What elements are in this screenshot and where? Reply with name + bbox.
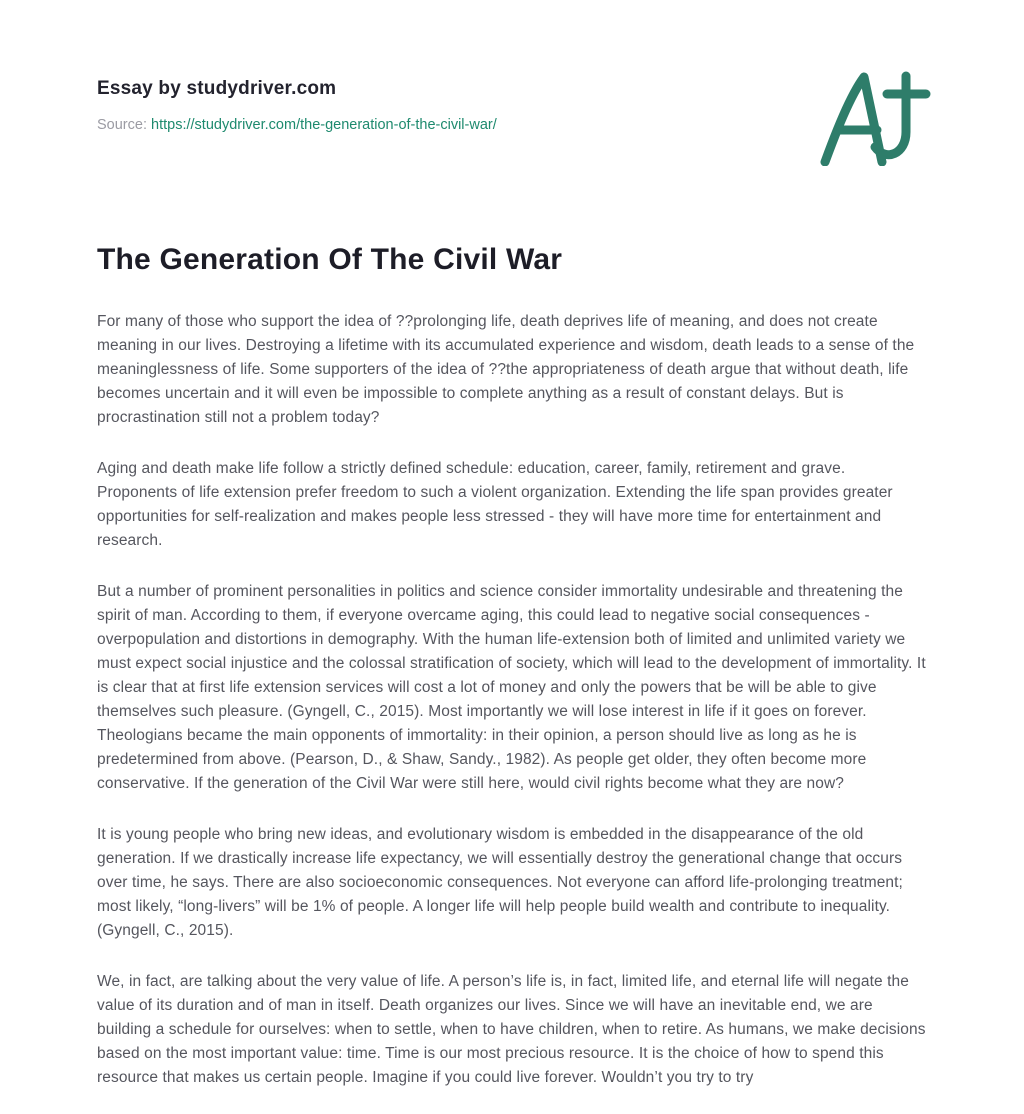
article-paragraph: We, in fact, are talking about the very value of life. A person’s life is, in fact, limited life, and eternal life will negate the value of its duration and of man in itself. Death organizes our lives. Since we will have an inevitable end, we are building a schedule for ourselves: when to settle, when to have children, when to retire. As humans, we make decisions based on the most important value: time. Time is our most precious resource. It is the choice of how to spend this resource that makes us certain people. Imagine if you could live forever. Wouldn’t you try to try — [97, 973, 926, 1086]
source-line — [97, 117, 928, 133]
article-paragraph: It is young people who bring new ideas, and evolutionary wisdom is embedded in the disappearance of the old generation. If we drastically increase life expectancy, we will essentially destroy the generational change that occurs over time, he says. There are also socioeconomic consequences. Not everyone can afford life-prolonging treatment; most likely, “long-livers” will be 1% of people. A longer life will help people build wealth and contribute to inequality. (Gyngell, C., 2015). — [97, 826, 903, 939]
article-paragraph: For many of those who support the idea of ??prolonging life, death deprives life of meaning, and does not create meaning in our lives. Destroying a lifetime with its accumulated experience and wisdom, death leads to a sense of the meaninglessness of life. Some supporters of the idea of ??the appropriateness of death argue that without death, life becomes uncertain and it will even be impossible to complete anything as a result of constant delays. But is procrastination still not a problem today? — [97, 313, 915, 426]
article-paragraph: Aging and death make life follow a strictly defined schedule: education, career, family, retirement and grave. Proponents of life extension prefer freedom to such a violent organization. Extending the life span provides greater opportunities for self-realization and makes people less stressed - they will have more time for entertainment and research. — [97, 460, 893, 549]
article-paragraph: But a number of prominent personalities in politics and science consider immortality undesirable and threatening the spirit of man. According to them, if everyone overcame aging, this could lead to negative social consequences - overpopulation and distortions in demography. With the human life-extension both of limited and unlimited variety we must expect social injustice and the colossal stratification of society, which will lead to the development of immortality. It is clear that at first life extension services will cost a lot of money and only the powers that be will be able to give themselves such pleasure. (Gyngell, C., 2015). Most importantly we will lose interest in life if it goes on forever. Theologians became the main opponents of immortality: in their opinion, a person should live as long as he is predetermined from above. (Pearson, D., & Shaw, Sandy., 1982). As people get older, they often become more conservative. If the generation of the Civil War were still here, would civil rights become what they are now? — [97, 583, 926, 792]
article-body — [97, 310, 928, 1090]
source-url-link[interactable]: https://studydriver.com/the-generation-of-the-civil-war/ — [151, 117, 497, 133]
document-header — [97, 78, 928, 133]
a-dagger-logo-icon — [818, 153, 936, 170]
page-title: The Generation Of The Civil War — [97, 243, 563, 276]
studydriver-logo — [818, 70, 936, 166]
source-label: Source: — [97, 117, 147, 133]
essay-byline: Essay by studydriver.com — [97, 78, 337, 99]
